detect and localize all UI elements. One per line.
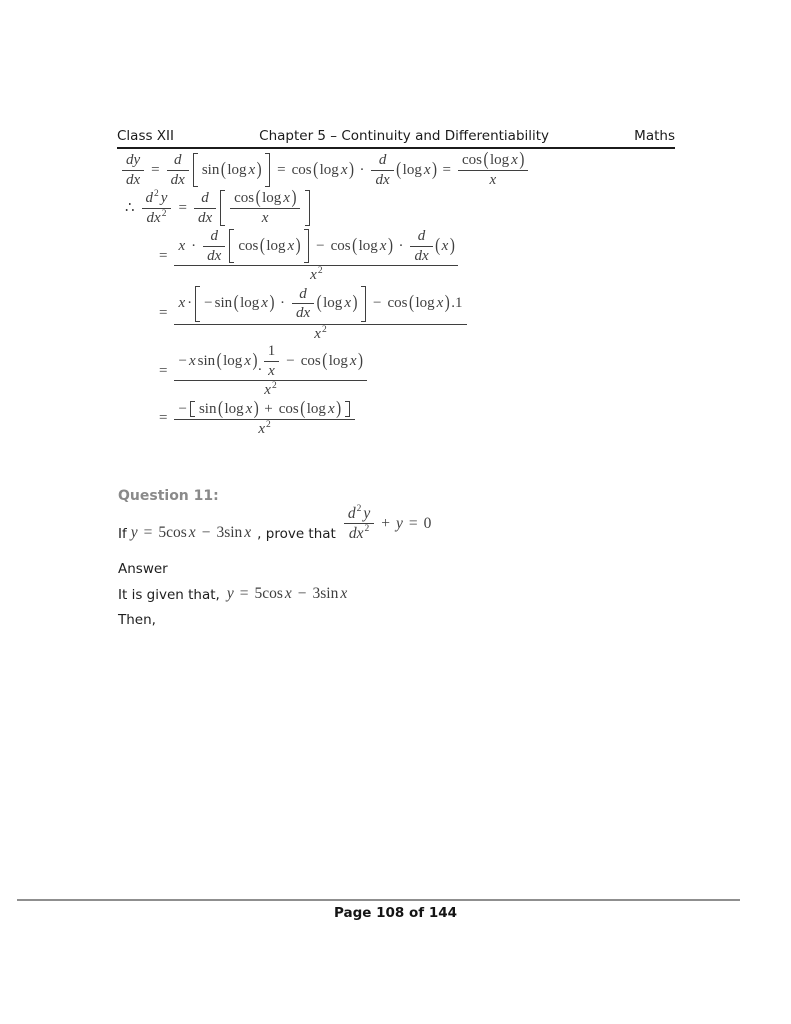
then-text: Then, bbox=[118, 612, 156, 628]
answer-label: Answer bbox=[118, 561, 168, 577]
equation-line-2: ∴ d 2 y dx 2 = d dx cos ( log x ) x bbox=[120, 189, 530, 227]
inline-math-given: y = 5cos x − 3sin x bbox=[130, 524, 252, 542]
equation-line-5: = − x sin ( log x ) . 1 x − cos ( log x ) x 2 bbox=[154, 343, 530, 399]
equation-line-6: = − sin ( log x ) + cos ( log x ) x 2 bbox=[154, 400, 530, 438]
given-text: It is given that, bbox=[118, 587, 220, 604]
if-prefix: If bbox=[118, 526, 127, 543]
inline-math-given-2: y = 5cos x − 3sin x bbox=[226, 585, 348, 602]
page-header bbox=[117, 128, 675, 149]
footer-rule bbox=[17, 899, 740, 901]
equation-line-1: dy dx = d dx sin ( log x ) = cos ( log x ) · d dx ( log x ) = cos ( log x ) x bbox=[120, 152, 530, 188]
question-heading: Question 11: bbox=[118, 488, 219, 504]
header-class: Class XII bbox=[117, 128, 175, 144]
equation-line-3: = x · d dx cos ( log x ) − cos ( log x ) · d dx ( x ) x 2 bbox=[154, 228, 530, 284]
given-statement bbox=[118, 584, 348, 603]
derivation-block bbox=[120, 149, 530, 439]
header-chapter-title: Chapter 5 – Continuity and Differentiability bbox=[259, 128, 550, 144]
inline-math-prove: d 2 y dx 2 + y = 0 bbox=[342, 504, 433, 542]
equation-line-4: = x · − sin ( log x ) · d dx ( log x ) − cos ( log x ) .1 x 2 bbox=[154, 285, 530, 343]
header-subject: Maths bbox=[634, 128, 675, 144]
page-number: Page 108 of 144 bbox=[333, 905, 458, 921]
prove-text: , prove that bbox=[257, 526, 336, 543]
question-statement bbox=[118, 504, 432, 542]
